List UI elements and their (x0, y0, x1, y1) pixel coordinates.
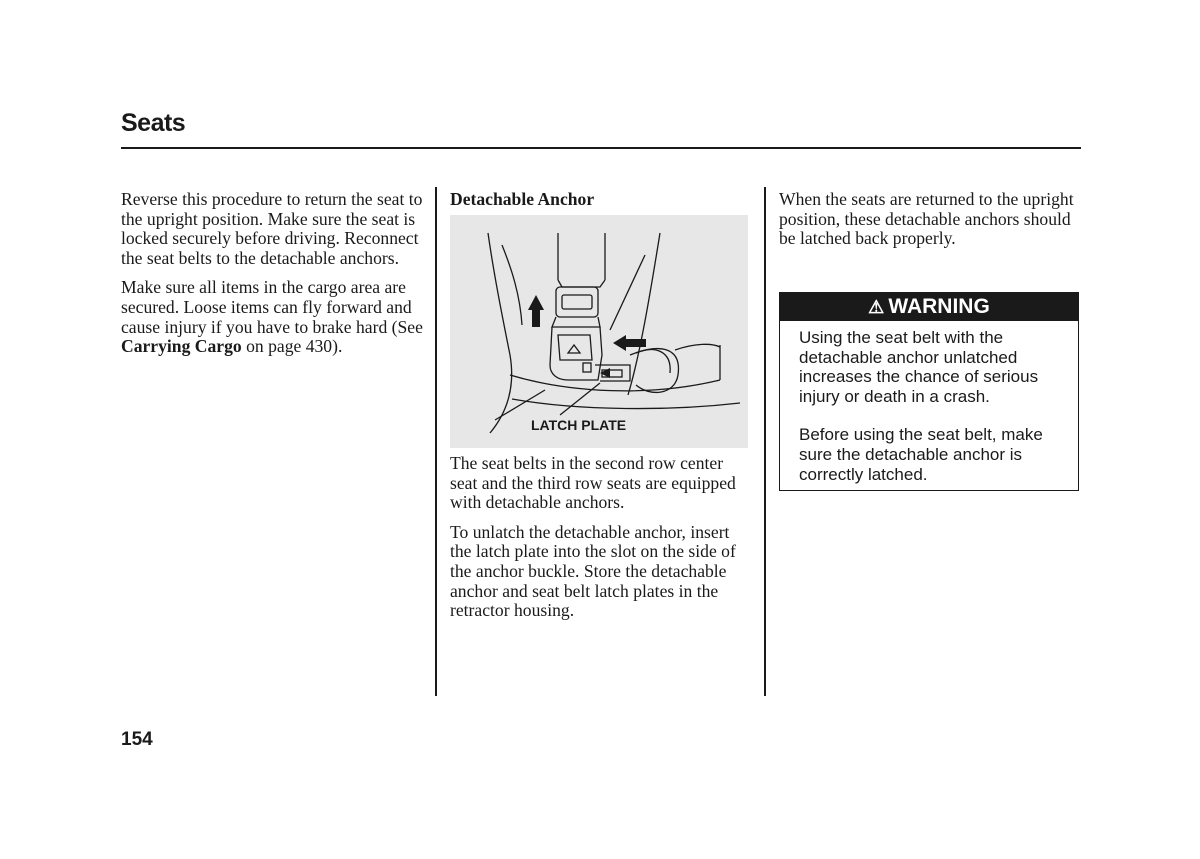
page-number: 154 (121, 729, 153, 750)
warning-paragraph-1: Using the seat belt with the detachable anchor unlatched increases the chance of serious injury or death in a crash. (799, 328, 1039, 406)
carrying-cargo-reference: Carrying Cargo (121, 336, 242, 357)
left-paragraph-2-text: Make sure all items in the cargo area are secured. Loose items can fly forward and cause injury if you have to brake hard (See (121, 277, 423, 337)
right-paragraph-1: When the seats are returned to the upright position, these detachable anchors should be latched back properly. (779, 189, 1074, 249)
warning-title: WARNING (888, 295, 990, 318)
middle-paragraph-2: To unlatch the detachable anchor, insert the latch plate into the slot on the side of the anchor buckle. Store the detachable anchor and seat belt latch plates in the retractor housing. (450, 521, 736, 621)
latch-plate-label: LATCH PLATE (531, 417, 627, 433)
detachable-anchor-illustration (450, 215, 748, 448)
warning-paragraph-2: Before using the seat belt, make sure the detachable anchor is correctly latched. (799, 425, 1043, 484)
left-paragraph-2-tail: on page 430). (241, 336, 343, 357)
right-column (779, 190, 1079, 259)
left-paragraph-1: Reverse this procedure to return the seat to the upright position. Make sure the seat is locked securely before driving. Reconnect the seat belts to the detachable anchors. (121, 189, 423, 268)
warning-triangle-icon: ⚠ (868, 296, 885, 317)
warning-header (780, 293, 1078, 321)
section-heading: Detachable Anchor (450, 189, 595, 209)
warning-body (780, 321, 1078, 484)
middle-column (450, 190, 750, 215)
header-rule (121, 147, 1081, 149)
middle-column-body (450, 454, 750, 631)
column-divider-left (435, 187, 437, 696)
column-divider-right (764, 187, 766, 696)
warning-box (779, 292, 1079, 491)
left-paragraph-2 (121, 278, 426, 356)
left-column (121, 190, 426, 367)
detachable-anchor-figure (450, 215, 748, 448)
middle-paragraph-1: The seat belts in the second row center seat and the third row seats are equipped with detachable anchors. (450, 453, 736, 513)
page-title: Seats (121, 109, 186, 137)
